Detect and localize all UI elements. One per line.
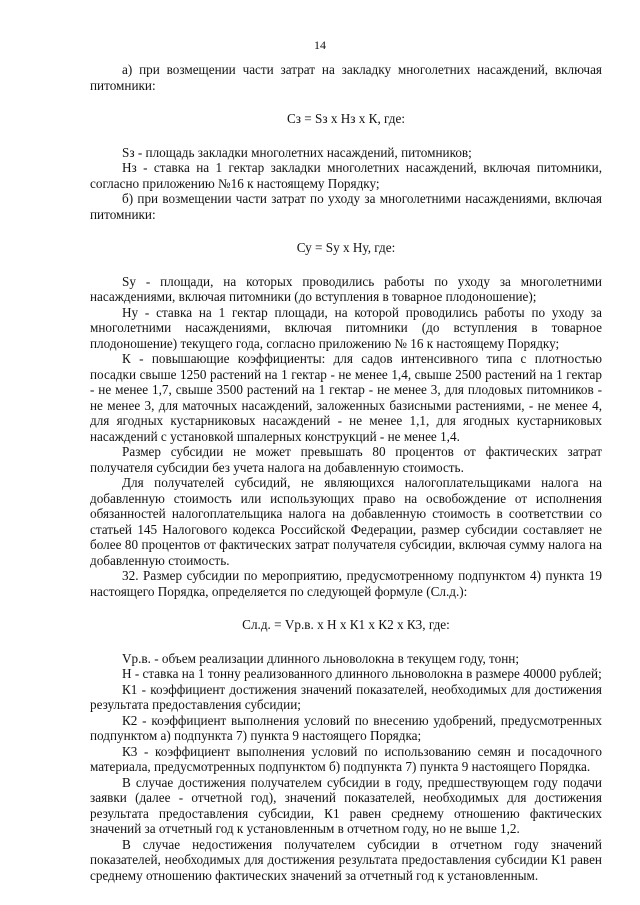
spacer (90, 599, 602, 617)
paragraph-def-nz: Нз - ставка на 1 гектар закладки многолетних насаждений, включая питомники, согласно приложению №16 к настоящему Порядку; (90, 160, 602, 191)
paragraph-def-vrv: Vр.в. - объем реализации длинного льноволокна в текущем году, тонн; (122, 650, 520, 666)
paragraph-def-su: Sу - площади, на которых проводились работы по уходу за многолетними насаждениями, включая питомники (до вступления в товарное плодоношение); (90, 273, 602, 304)
paragraph-def-k2: К2 - коэффициент выполнения условий по внесению удобрений, предусмотренных подпунктом а) подпункта 7) пункта 9 настоящего Порядка; (90, 712, 602, 743)
paragraph-non-vat: Для получателей субсидий, не являющихся налогоплательщиками налога на добавленную стоимость или использующих право на освобождение от исполнения обязанностей налогоплательщика налога на добавленную стоимость в соответствии со статьей 145 Налогового кодекса Российской Федерации, размер субсидии составляет не более 80 процентов от фактических затрат получателя субсидии, включая сумму налога на добавленную стоимость. (90, 475, 602, 568)
paragraph-def-k1: К1 - коэффициент достижения значений показателей, необходимых для достижения результата предоставления субсидии; (90, 681, 602, 712)
formula-formula-cz: Сз = Sз х Нз х К, где: (286, 111, 406, 126)
paragraph-limit-80: Размер субсидии не может превышать 80 процентов от фактических затрат получателя субсидии без учета налога на добавленную стоимость. (90, 444, 602, 475)
spacer (90, 93, 602, 111)
page-number: 14 (314, 38, 326, 52)
paragraph-def-nu: Ну - ставка на 1 гектар площади, на которой проводились работы по уходу за многолетними насаждениями, включая питомники (до вступления в товарное плодоношение) текущего года, согласно приложению № 16 к настоящему Порядку; (90, 304, 602, 351)
paragraph-case-not-achieved: В случае недостижения получателем субсидии в отчетном году значений показателей, необходимых для достижения результата предоставления субсидии К1 равен среднему отношению фактических значений за отчетный год к установленным. (90, 836, 602, 883)
paragraph-def-sz: Sз - площадь закладки многолетних насаждений, питомников; (122, 144, 472, 160)
spacer (90, 256, 602, 274)
paragraph-def-k: К - повышающие коэффициенты: для садов интенсивного типа с плотностью посадки свыше 1250 растений на 1 гектар - не менее 1,4, свыше 2500 растений на 1 гектар - не менее 1,7, свыше 3500 растений на 1 гектар - не менее 3, для плодовых питомников - не менее 3, для маточных насаждений, заложенных базисными растениями, - не менее 4, для ягодных кустарниковых насаждений - не менее 1,1, для ягодных кустарниковых насаждений с установкой шпалерных конструкций - не менее 1,4. (90, 351, 602, 444)
paragraph-def-n: Н - ставка на 1 тонну реализованного длинного льноволокна в размере 40000 рублей; (122, 666, 602, 681)
paragraph-def-k3: К3 - коэффициент выполнения условий по использованию семян и посадочного материала, предусмотренных подпунктом б) подпункта 7) пункта 9 настоящего Порядка. (90, 743, 602, 774)
paragraph-b-intro: б) при возмещении части затрат по уходу за многолетними насаждениями, включая питомники: (90, 191, 602, 222)
formula-formula-cld: Сл.д. = Vр.в. х Н х К1 х К2 х К3, где: (242, 617, 450, 632)
paragraph-a-intro: а) при возмещении части затрат на закладку многолетних насаждений, включая питомники: (90, 62, 602, 93)
formula-formula-cu: Су = Sу х Ну, где: (296, 240, 396, 255)
document-body (90, 62, 602, 883)
paragraph-case-achieved: В случае достижения получателем субсидии в году, предшествующем году подачи заявки (далее - отчетной год), значений показателей, необходимых для достижения результата предоставления субсидии, К1 равен среднему отношению фактических значений за отчетный год к установленным в отчетном году, но не выше 1,2. (90, 774, 602, 836)
spacer (90, 222, 602, 240)
spacer (90, 633, 602, 651)
paragraph-item-32: 32. Размер субсидии по мероприятию, предусмотренному подпунктом 4) пункта 19 настоящего Порядка, определяется по следующей формуле (Сл.д.): (90, 568, 602, 599)
spacer (90, 127, 602, 145)
